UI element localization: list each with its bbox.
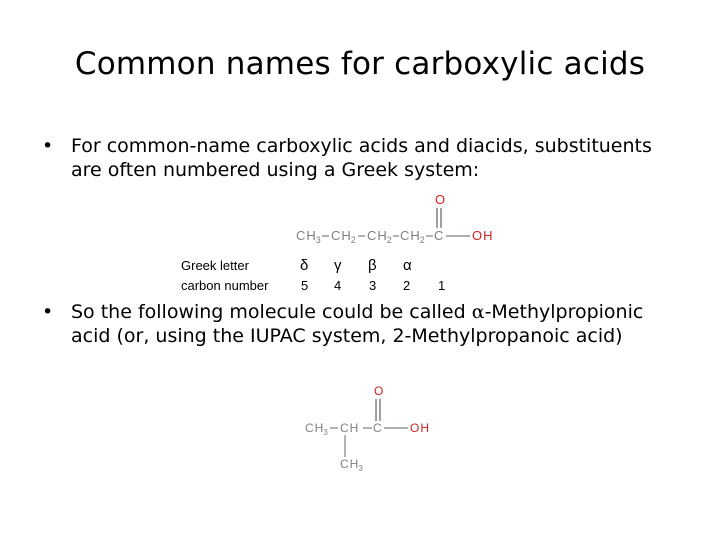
slide-title: Common names for carboxylic acids <box>74 46 646 82</box>
carbon-number: 1 <box>438 278 446 293</box>
methylpropanoic-acid-structure <box>305 384 429 473</box>
bullet-text-prefix: So the following molecule could be called <box>71 301 472 323</box>
greek-letter-delta: δ <box>300 257 309 274</box>
alpha-symbol: α <box>471 301 485 323</box>
carbon-number-label: carbon number <box>181 278 269 293</box>
bullet-text-suffix: -Methylpropionic <box>484 301 644 323</box>
group-ch2: $CH_2$ <box>367 228 392 245</box>
greek-letter-beta: β <box>368 257 377 274</box>
greek-letter-gamma: γ <box>334 257 342 274</box>
group-ch2: $CH_2$ <box>400 228 425 245</box>
hydroxyl-group: OH <box>472 228 493 243</box>
greek-letter-label: Greek letter <box>181 258 249 273</box>
bullet-line: For common-name carboxylic acids and diacids, substituents <box>71 135 652 157</box>
carbonyl-oxygen: O <box>435 192 446 207</box>
methyl-branch: $CH_3$ <box>340 457 363 473</box>
carbon-number: 3 <box>369 278 377 293</box>
group-ch2: $CH_2$ <box>331 228 356 245</box>
carbon-number: 4 <box>334 278 342 293</box>
carbonyl-oxygen: O <box>374 384 384 398</box>
bullet-marker: • <box>42 135 54 157</box>
pentanoic-acid-structure <box>296 192 493 245</box>
group-ch3: $CH_3$ <box>305 421 328 437</box>
greek-letter-alpha: α <box>403 257 412 274</box>
greek-numbering-table <box>181 257 445 293</box>
carbonyl-carbon: C <box>434 228 444 243</box>
bullet-marker: • <box>42 301 54 323</box>
bullet-line: acid (or, using the IUPAC system, 2-Methylpropanoic acid) <box>71 325 623 347</box>
carbon-number: 2 <box>403 278 411 293</box>
bullet-line: are often numbered using a Greek system: <box>71 159 480 181</box>
carbon-number: 5 <box>301 278 309 293</box>
methine-group: CH <box>340 421 359 435</box>
hydroxyl-group: OH <box>410 421 430 435</box>
group-ch3: $CH_3$ <box>296 228 321 245</box>
carbonyl-carbon: C <box>373 421 382 435</box>
